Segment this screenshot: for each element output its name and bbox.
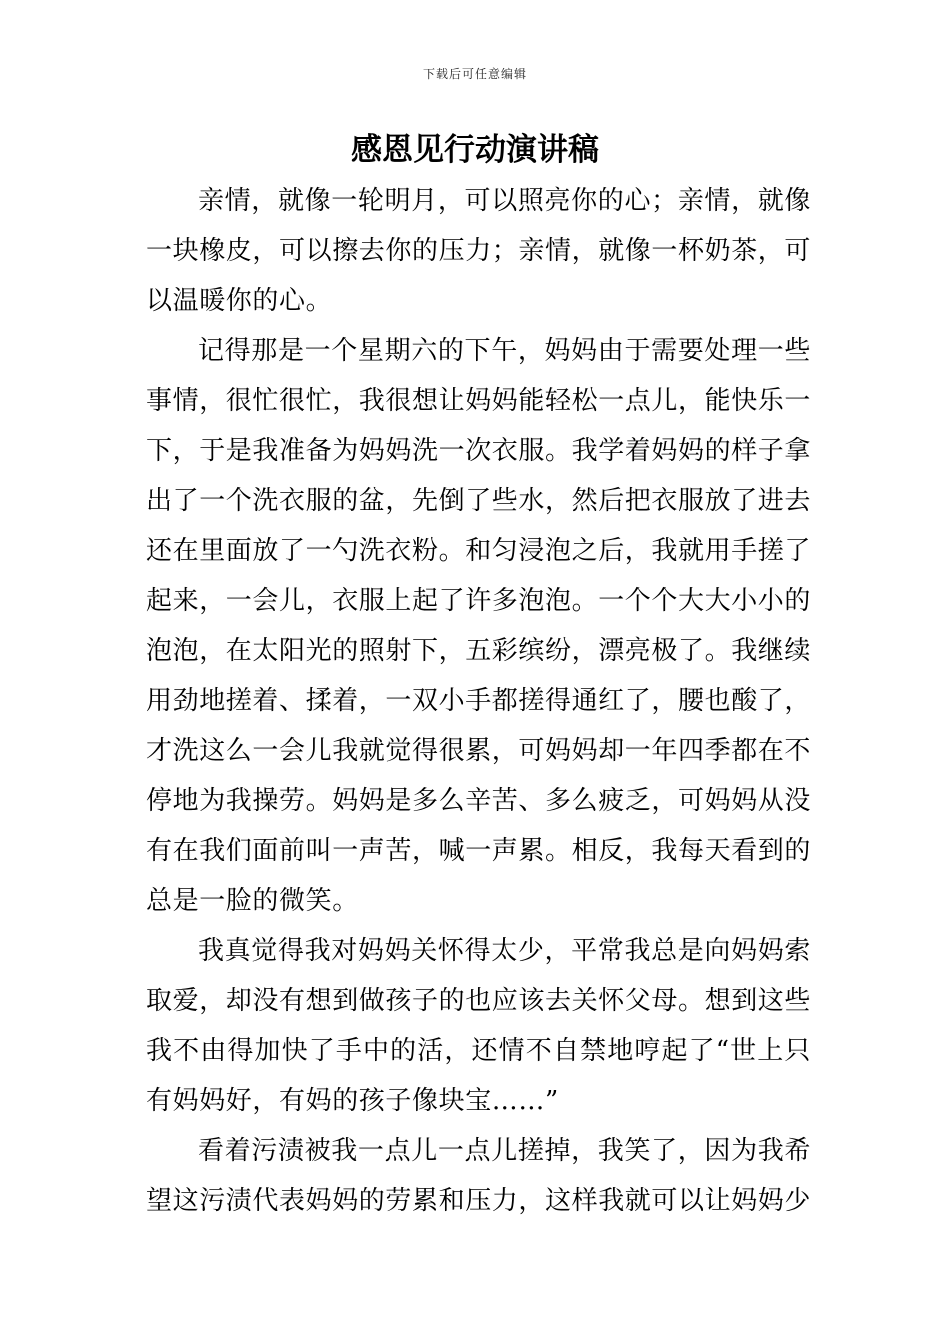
paragraph-2: 记得那是一个星期六的下午，妈妈由于需要处理一些事情，很忙很忙，我很想让妈妈能轻松一点儿，能快乐一下，于是我准备为妈妈洗一次衣服。我学着妈妈的样子拿出了一个洗衣服的盆，先倒了些水，然后把衣服放了进去还在里面放了一勺洗衣粉。和匀浸泡之后，我就用手搓了起来，一会儿，衣服上起了许多泡泡。一个个大大小小的泡泡，在太阳光的照射下，五彩缤纷，漂亮极了。我继续用劲地搓着、揉着，一双小手都搓得通红了，腰也酸了，才洗这么一会儿我就觉得很累，可妈妈却一年四季都在不停地为我操劳。妈妈是多么辛苦、多么疲乏，可妈妈从没有在我们面前叫一声苦，喊一声累。相反，我每天看到的总是一脸的微笑。 [146, 336, 812, 916]
document-body [146, 176, 811, 1226]
paragraph-1: 亲情，就像一轮明月，可以照亮你的心；亲情，就像一块橡皮，可以擦去你的压力；亲情，就像一杯奶茶，可以温暖你的心。 [146, 186, 812, 316]
page-title: 感恩见行动演讲稿 [351, 132, 599, 168]
paragraph-4: 看着污渍被我一点儿一点儿搓掉，我笑了，因为我希望这污渍代表妈妈的劳累和压力，这样我就可以让妈妈少 [146, 1136, 812, 1216]
paragraph-3: 我真觉得我对妈妈关怀得太少，平常我总是向妈妈索取爱，却没有想到做孩子的也应该去关怀父母。想到这些我不由得加快了手中的活，还情不自禁地哼起了“世上只有妈妈好，有妈的孩子像块宝……” [146, 936, 812, 1116]
page-header-note: 下载后可任意编辑 [422, 67, 527, 81]
